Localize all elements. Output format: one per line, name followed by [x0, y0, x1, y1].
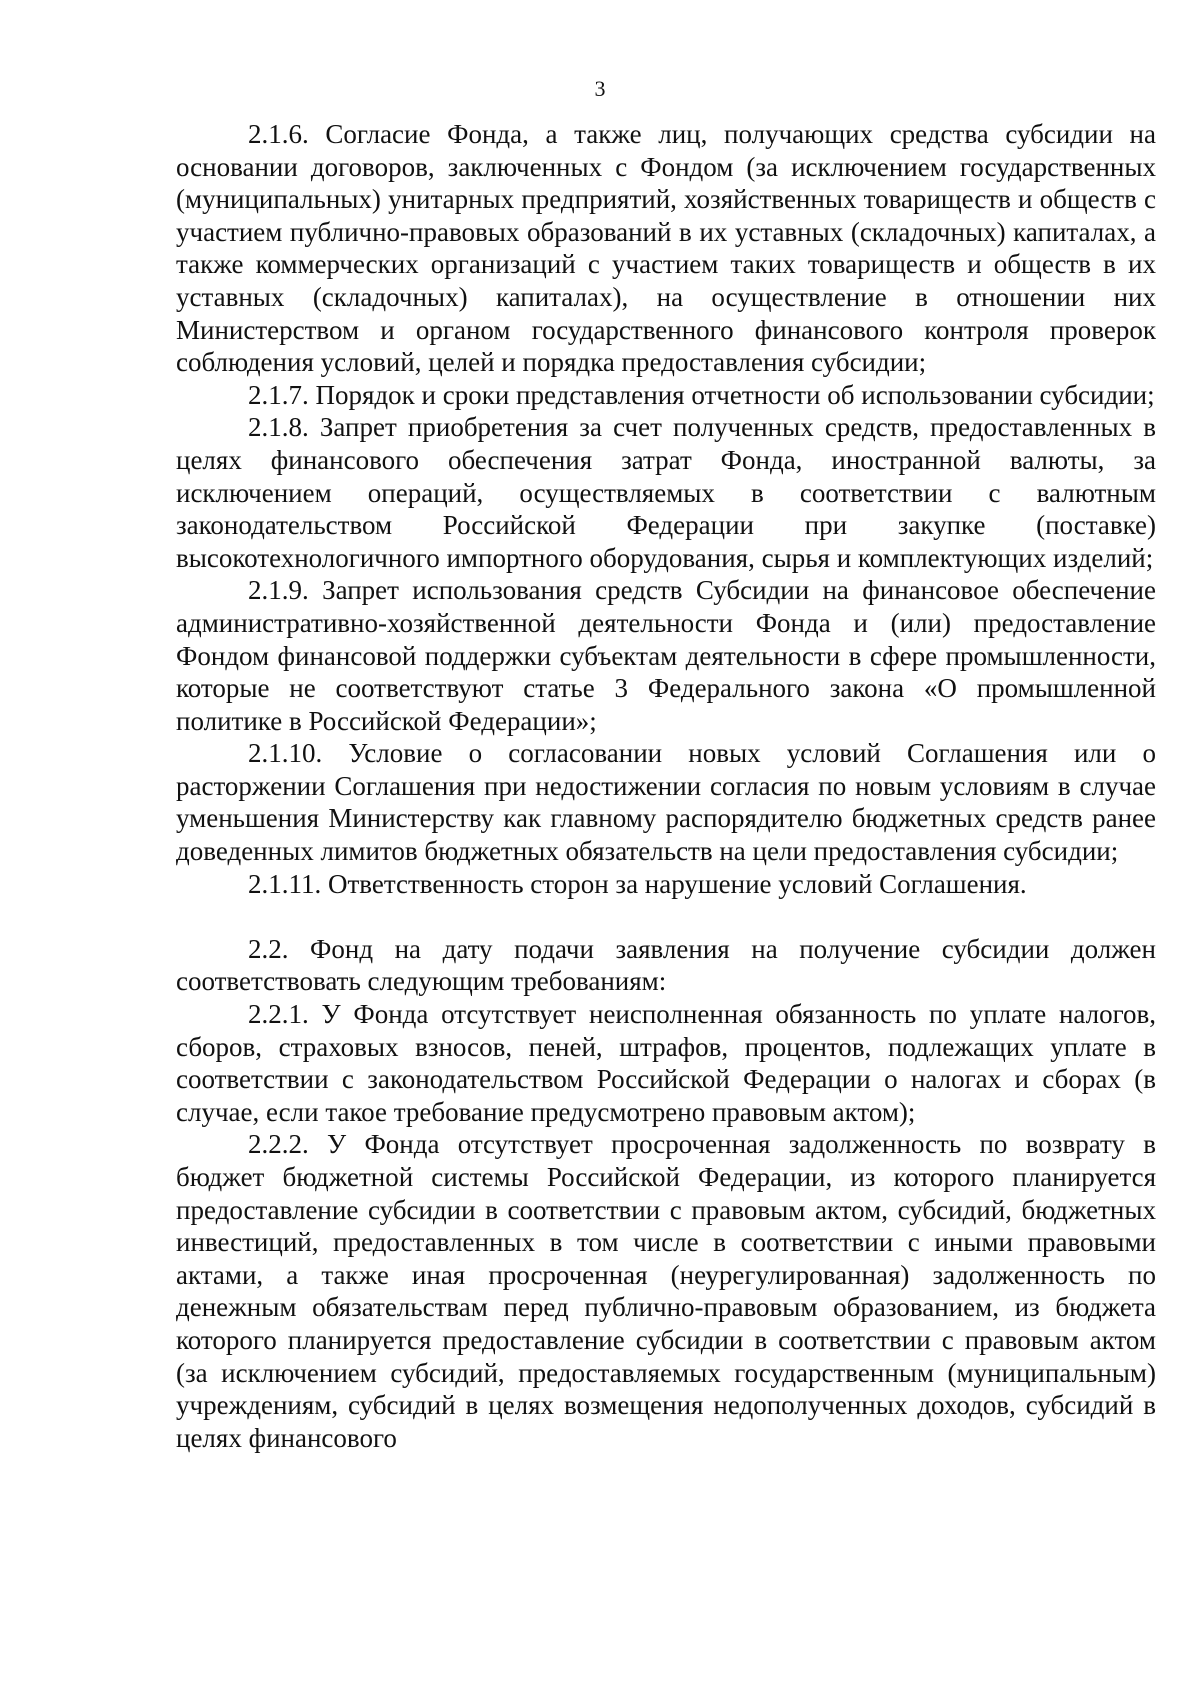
paragraph-2-1-6: 2.1.6. Согласие Фонда, а также лиц, получающих средства субсидии на основании договоров, заключенных с Фондом (за исключением государственных (муниципальных) унитарных предприятий, хозяйственных товариществ и обществ с участием публично-правовых образований в их уставных (складочных) капиталах, а также коммерческих организаций с участием таких товариществ и обществ в их уставных (складочных) капиталах), на осуществление в отношении них Министерством и органом государственного финансового контроля проверок соблюдения условий, целей и порядка предоставления субсидии; — [176, 119, 1156, 378]
paragraph-2-1-7: 2.1.7. Порядок и сроки представления отчетности об использовании субсидии; — [248, 379, 1155, 410]
paragraph-2-2-2: 2.2.2. У Фонда отсутствует просроченная задолженность по возврату в бюджет бюджетной системы Российской Федерации, из которого планируется предоставление субсидии в соответствии с правовым актом, субсидий, бюджетных инвестиций, предоставленных в том числе в соответствии с иными правовыми актами, а также иная просроченная (неурегулированная) задолженность по денежным обязательствам перед публично-правовым образованием, из бюджета которого планируется предоставление субсидии в соответствии с правовым актом (за исключением субсидий, предоставляемых государственным (муниципальным) учреждениям, субсидий в целях возмещения недополученных доходов, субсидий в целях финансового — [176, 1129, 1156, 1453]
paragraph-2-2: 2.2. Фонд на дату подачи заявления на получение субсидии должен соответствовать следующим требованиям: — [176, 933, 1156, 997]
paragraph-2-1-8: 2.1.8. Запрет приобретения за счет полученных средств, предоставленных в целях финансового обеспечения затрат Фонда, иностранной валюты, за исключением операций, осуществляемых в соответствии с валютным законодательством Российской Федерации при закупке (поставке) высокотехнологичного импортного оборудования, сырья и комплектующих изделий; — [176, 412, 1156, 573]
paragraph-2-1-9: 2.1.9. Запрет использования средств Субсидии на финансовое обеспечение административно-хозяйственной деятельности Фонда и (или) предоставление Фондом финансовой поддержки субъектам деятельности в сфере промышленности, которые не соответствуют статье 3 Федерального закона «О промышленной политике в Российской Федерации»; — [176, 575, 1156, 736]
paragraph-2-2-1: 2.2.1. У Фонда отсутствует неисполненная обязанность по уплате налогов, сборов, страховых взносов, пеней, штрафов, процентов, подлежащих уплате в соответствии с законодательством Российской Федерации о налогах и сборах (в случае, если такое требование предусмотрено правовым актом); — [176, 999, 1156, 1127]
document-body — [176, 118, 1156, 1454]
paragraph-2-1-10: 2.1.10. Условие о согласовании новых условий Соглашения или о расторжении Соглашения при недостижении согласия по новым условиям в случае уменьшения Министерству как главному распорядителю бюджетных средств ранее доведенных лимитов бюджетных обязательств на цели предоставления субсидии; — [176, 738, 1156, 867]
paragraph-2-1-11: 2.1.11. Ответственность сторон за нарушение условий Соглашения. — [248, 868, 1027, 899]
page-number: 3 — [594, 76, 606, 101]
